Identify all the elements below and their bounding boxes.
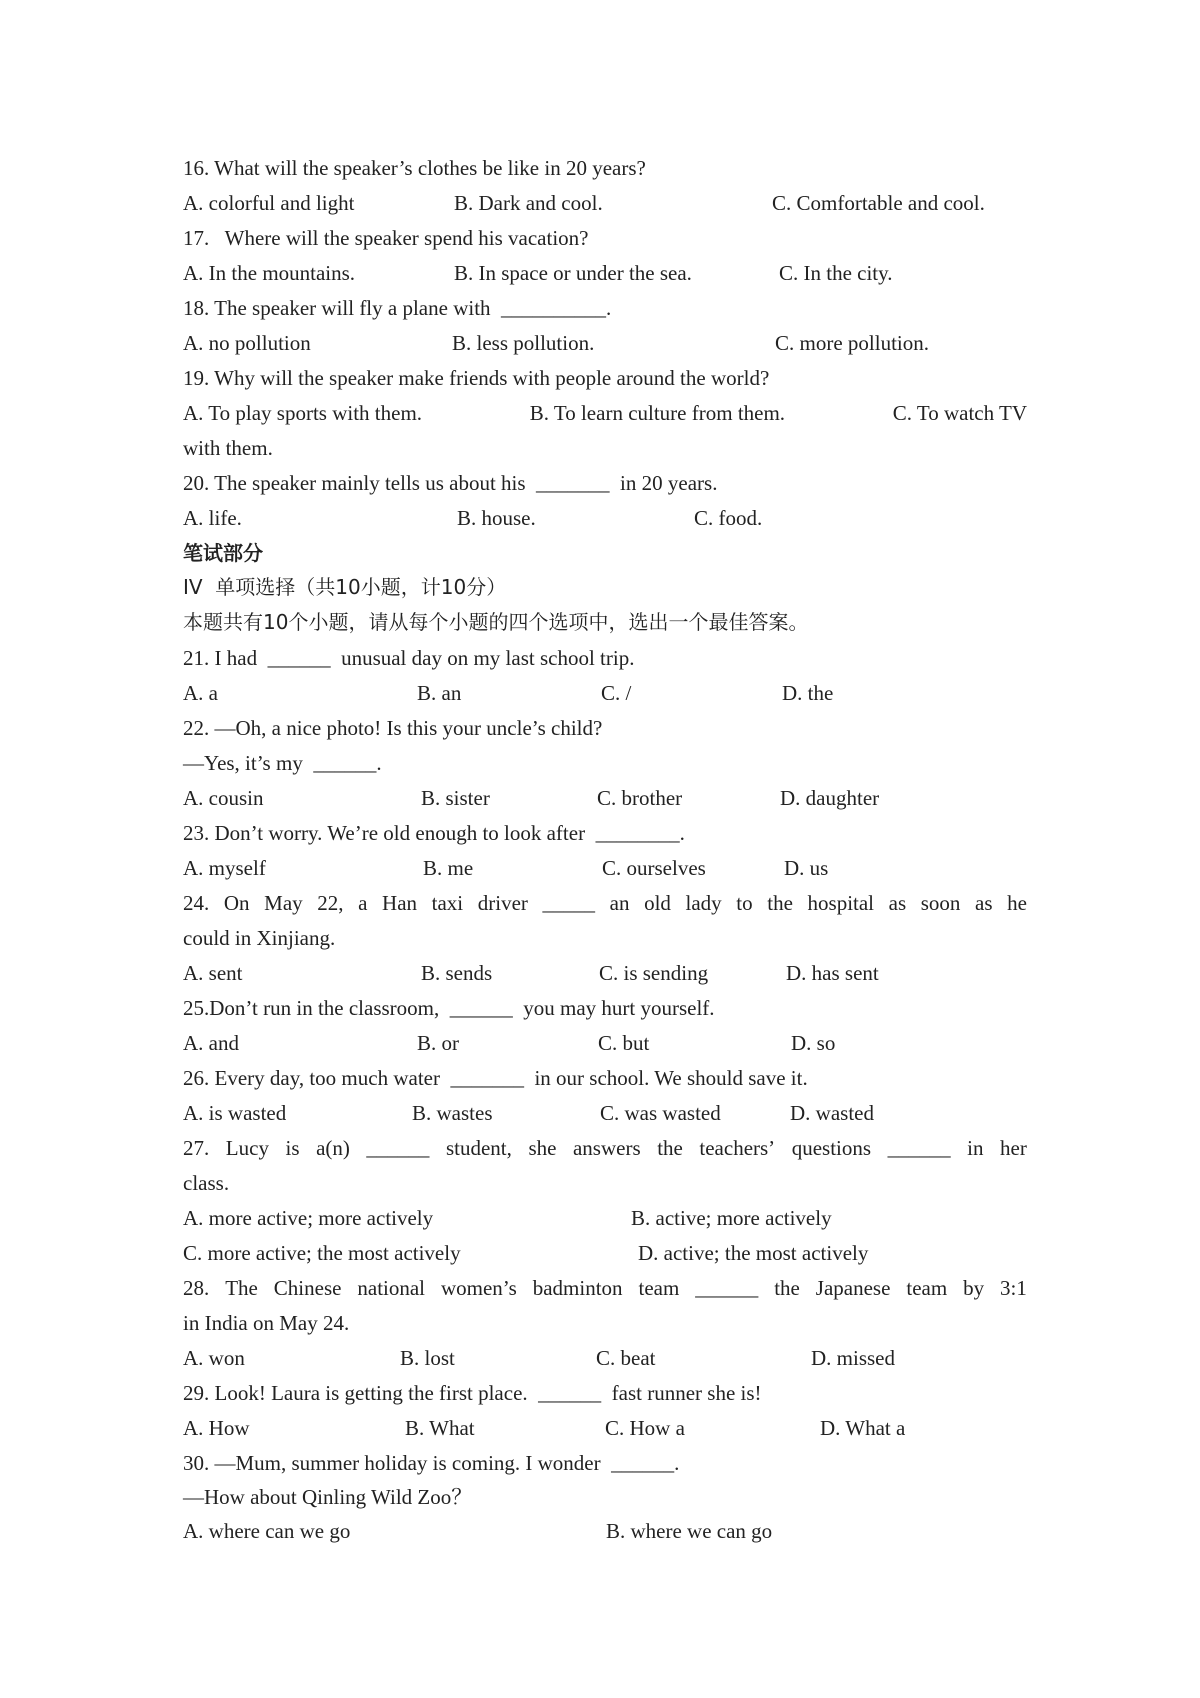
q21-option-b: B. an [417,681,462,705]
q26-option-a: A. is wasted [183,1101,287,1125]
q24-word: soon [920,891,961,915]
q26-option-c: C. was wasted [600,1101,721,1125]
q23-option-b: B. me [423,856,474,880]
q27-option-a: A. more active; more actively [183,1206,434,1230]
q19-option-a: A. To play sports with them. [183,401,423,425]
q24-word: to [736,891,753,915]
q27-word: questions [791,1136,872,1160]
q20-option-a: A. life. [183,506,242,530]
q28-option-b: B. lost [400,1346,455,1370]
q30-option-a: A. where can we go [183,1519,351,1543]
q17-option-a: A. In the mountains. [183,261,356,285]
q28-word: women’s [440,1276,517,1300]
q24-option-c: C. is sending [599,961,709,985]
question-20-stem: 20. The speaker mainly tells us about his _______ in 20 years. [183,471,718,495]
q29-option-a: A. How [183,1416,250,1440]
q24-option-b: B. sends [421,961,493,985]
q20-option-c: C. food. [694,506,763,530]
q28-word: by [963,1276,985,1300]
question-21-stem: 21. I had ______ unusual day on my last school trip. [183,646,635,670]
q19-option-c-continued: with them. [183,436,273,460]
q27-word: student, [445,1136,512,1160]
question-16-stem: 16. What will the speaker’s clothes be like in 20 years? [183,156,646,180]
q27-word: her [1000,1136,1027,1160]
q24-word: Han [382,891,418,915]
q27-option-b: B. active; more actively [631,1206,832,1230]
question-28-stem [183,1275,1027,1301]
q24-word: old [644,891,671,915]
q18-option-b: B. less pollution. [452,331,595,355]
q16-option-b: B. Dark and cool. [454,191,603,215]
q19-option-b: B. To learn culture from them. [529,401,786,425]
q27-word: 27. [183,1136,210,1160]
q24-word: hospital [807,891,875,915]
question-29-stem: 29. Look! Laura is getting the first place. ______ fast runner she is! [183,1381,762,1405]
q26-option-d: D. wasted [790,1101,874,1125]
question-24-stem [183,890,1027,916]
q28-word: The [225,1276,258,1300]
q22-option-a: A. cousin [183,786,264,810]
q23-option-a: A. myself [183,856,266,880]
question-24-stem-continued: could in Xinjiang. [183,926,336,950]
question-19-stem: 19. Why will the speaker make friends with people around the world? [183,366,770,390]
q27-word: answers [572,1136,641,1160]
q18-option-a: A. no pollution [183,331,311,355]
q24-word: as [888,891,907,915]
q25-option-c: C. but [598,1031,650,1055]
q24-word: he [1007,891,1027,915]
part-4-instructions: 本题共有10个小题，请从每个小题的四个选项中，选出一个最佳答案。 [183,610,809,634]
q25-option-d: D. so [791,1031,836,1055]
q24-word: taxi [431,891,464,915]
q21-option-a: A. a [183,681,218,705]
q24-word: May [264,891,303,915]
question-25-stem: 25.Don’t run in the classroom, ______ you may hurt yourself. [183,996,715,1020]
q29-option-b: B. What [405,1416,475,1440]
q24-option-d: D. has sent [786,961,879,985]
question-28-stem-continued: in India on May 24. [183,1311,350,1335]
q28-word: 28. [183,1276,210,1300]
q16-option-a: A. colorful and light [183,191,355,215]
q28-option-a: A. won [183,1346,245,1370]
q24-word: an [609,891,630,915]
q27-word: Lucy [225,1136,269,1160]
question-22-stem: 22. —Oh, a nice photo! Is this your uncle’s child? [183,716,603,740]
q24-word: 22, [317,891,344,915]
q17-option-b: B. In space or under the sea. [454,261,692,285]
q23-option-c: C. ourselves [602,856,706,880]
q27-blank: ______ [887,1136,951,1160]
q24-option-a: A. sent [183,961,243,985]
part-4-title: IV 单项选择（共10小题，计10分） [183,575,507,599]
q29-option-c: C. How a [605,1416,685,1440]
q22-option-b: B. sister [421,786,490,810]
q25-option-a: A. and [183,1031,239,1055]
q24-word: lady [685,891,722,915]
q24-word: On [223,891,250,915]
q17-option-c: C. In the city. [779,261,893,285]
question-18-stem: 18. The speaker will fly a plane with __________. [183,296,612,320]
q24-word: a [358,891,368,915]
question-23-stem: 23. Don’t worry. We’re old enough to look after ________. [183,821,685,845]
q27-option-d: D. active; the most actively [638,1241,869,1265]
q27-option-c: C. more active; the most actively [183,1241,461,1265]
q28-word: Japanese [815,1276,891,1300]
q27-word: is [285,1136,300,1160]
question-30-stem: 30. —Mum, summer holiday is coming. I wonder ______. [183,1451,680,1475]
question-22-reply: —Yes, it’s my ______. [183,751,382,775]
q19-option-c: C. To watch TV [892,401,1027,425]
section-title: 笔试部分 [183,541,263,565]
q24-word: driver [477,891,528,915]
question-17-stem: 17. Where will the speaker spend his vacation? [183,226,589,250]
q28-option-d: D. missed [811,1346,895,1370]
q28-word: 3:1 [1000,1276,1027,1300]
q29-option-d: D. What a [820,1416,906,1440]
q28-blank: ______ [695,1276,759,1300]
q22-option-c: C. brother [597,786,683,810]
question-27-stem-continued: class. [183,1171,230,1195]
q30-option-b: B. where we can go [606,1519,773,1543]
question-26-stem: 26. Every day, too much water _______ in our school. We should save it. [183,1066,808,1090]
q27-word: she [528,1136,557,1160]
q23-option-d: D. us [784,856,829,880]
q24-word: as [975,891,993,915]
q20-option-b: B. house. [457,506,536,530]
q19-options-row [183,400,1027,426]
question-30-reply: —How about Qinling Wild Zoo？ [183,1485,473,1509]
q24-word: the [767,891,793,915]
q28-word: badminton [532,1276,623,1300]
q16-option-c: C. Comfortable and cool. [772,191,985,215]
q27-word: in [967,1136,984,1160]
q28-word: Chinese [273,1276,342,1300]
q26-option-b: B. wastes [412,1101,493,1125]
q28-word: the [774,1276,800,1300]
q28-word: team [906,1276,948,1300]
q25-option-b: B. or [417,1031,459,1055]
q28-option-c: C. beat [596,1346,656,1370]
q27-blank: ______ [366,1136,430,1160]
q24-word: 24. [183,891,210,915]
q27-word: teachers’ [699,1136,776,1160]
question-27-stem [183,1135,1027,1161]
q24-blank: _____ [542,891,596,915]
q27-word: a(n) [316,1136,350,1160]
q22-option-d: D. daughter [780,786,880,810]
q28-word: team [638,1276,680,1300]
q27-word: the [657,1136,683,1160]
q21-option-d: D. the [782,681,834,705]
q21-option-c: C. / [601,681,632,705]
q18-option-c: C. more pollution. [775,331,929,355]
q28-word: national [357,1276,426,1300]
